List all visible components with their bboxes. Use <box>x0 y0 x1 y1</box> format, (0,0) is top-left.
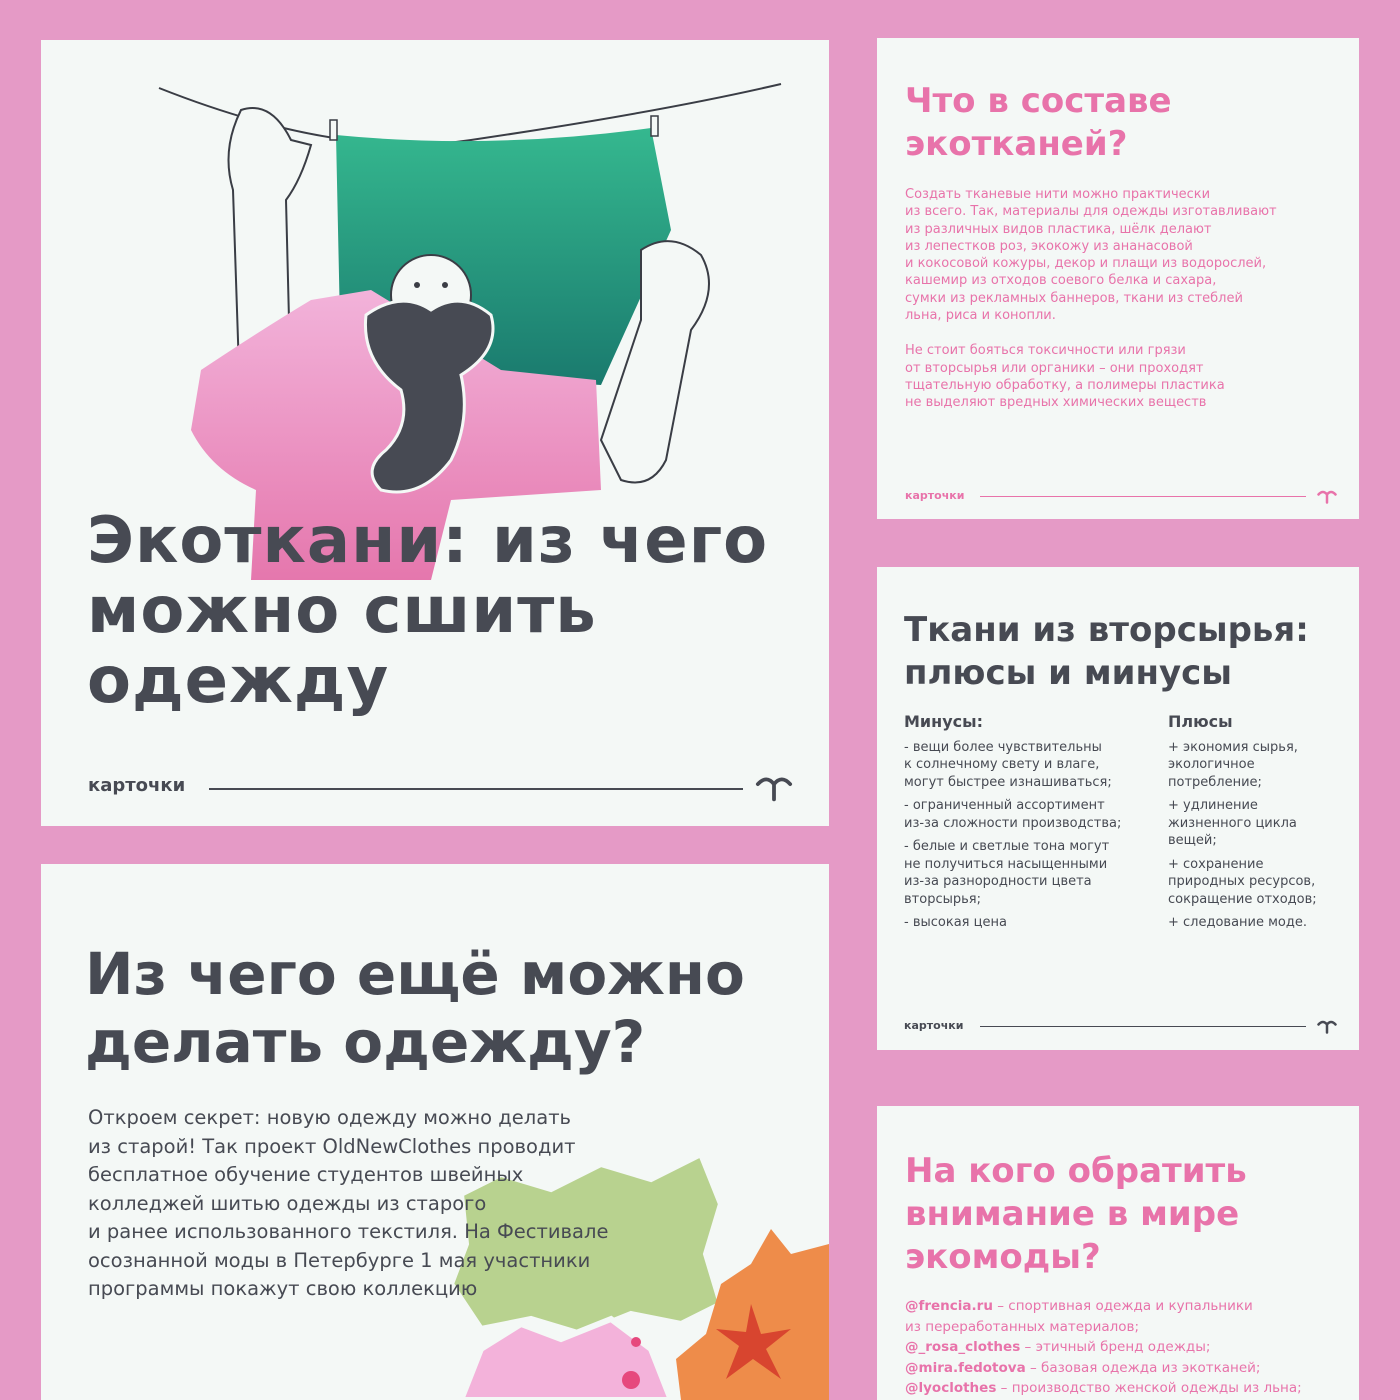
what-else-text: Откроем секрет: новую одежду можно делать из старой! Так проект OldNewClothes проводит бесплатное обучение студентов швейных колледжей шитью одежды из старого и ранее использованного текстиля. На Фестивале осознанной моды в Петербурге 1 мая участники программы покажут свою коллекцию <box>88 1106 609 1300</box>
brand-handle[interactable]: @frencia.ru <box>905 1298 993 1314</box>
footer-label: карточки <box>904 1019 964 1032</box>
minus-item: - белые и светлые тона могут не получиться насыщенными из-за разнородности цвета вторсырья; <box>904 839 1110 907</box>
brand-handle[interactable]: @_rosa_clothes <box>905 1339 1021 1355</box>
brand-item <box>905 1296 1302 1317</box>
footer-divider <box>980 496 1306 497</box>
composition-paragraph: Не стоит бояться токсичности или грязи от вторсырья или органики – они проходят тщательную обработку, а полимеры пластика не выделяют вредных химических веществ <box>905 343 1225 411</box>
recycled-title: Ткани из вторсырья: плюсы и минусы <box>904 610 1309 693</box>
what-else-card <box>41 864 829 1400</box>
footer-label: карточки <box>88 775 186 796</box>
brand-handle[interactable]: @lyoclothes <box>905 1380 997 1396</box>
plus-item: + экономия сырья, экологичное потребление; <box>1168 739 1298 790</box>
cover-title: Экоткани: из чего можно сшить одежду <box>87 504 769 718</box>
brands-list <box>905 1296 1302 1399</box>
brand-description: – спортивная одежда и купальники <box>992 1298 1253 1314</box>
cover-card <box>41 40 829 826</box>
composition-paragraph: Создать тканевые нити можно практически из всего. Так, материалы для одежды изготавливают из различных видов пластика, шёлк делают из лепестков роз, экокожу из ананасовой и кокосовой кожуры, декор и плащи из водорослей, кашемир из отходов соевого белка и сахара, сумки из рекламных баннеров, ткани из стеблей льна, риса и конопли. <box>905 187 1277 324</box>
composition-title: Что в составе экотканей? <box>905 81 1172 164</box>
plus-item: + сохранение природных ресурсов, сокращение отходов; <box>1168 856 1317 907</box>
minus-column <box>904 713 1154 938</box>
footer-divider <box>980 1026 1306 1027</box>
eco-brands-card <box>877 1106 1359 1400</box>
brand-item <box>905 1378 1302 1399</box>
minus-item: - ограниченный ассортимент из-за сложности производства; <box>904 798 1122 831</box>
brand-description: – производство женской одежды из льна; <box>996 1380 1302 1396</box>
brand-handle[interactable]: @mira.fedotova <box>905 1359 1026 1376</box>
minus-item: - вещи более чувствительны к солнечному свету и влаге, могут быстрее изнашиваться; <box>904 739 1112 790</box>
eco-brands-title: На кого обратить внимание в мире экомоды? <box>905 1151 1247 1277</box>
brand-logo-icon <box>755 772 793 802</box>
brand-description: из переработанных материалов; <box>905 1318 1140 1335</box>
minus-item: - высокая цена <box>904 915 1007 930</box>
plus-item: + удлинение жизненного цикла вещей; <box>1168 798 1297 848</box>
what-else-title: Из чего ещё можно делать одежду? <box>85 940 745 1076</box>
plus-heading: Плюсы <box>1168 712 1233 731</box>
brand-description: – этичный бренд одежды; <box>1020 1339 1211 1355</box>
recycled-fabrics-card <box>877 567 1359 1050</box>
minus-heading: Минусы: <box>904 712 983 731</box>
brand-logo-icon <box>1317 488 1337 504</box>
plus-column <box>1168 713 1348 938</box>
brand-item <box>905 1317 1302 1338</box>
brand-item <box>905 1337 1302 1358</box>
composition-card <box>877 38 1359 519</box>
brand-item <box>905 1358 1302 1379</box>
brand-description: – базовая одежда из экотканей; <box>1025 1359 1261 1376</box>
plus-item: + следование моде. <box>1168 915 1308 930</box>
footer-label: карточки <box>905 489 965 502</box>
footer-divider <box>209 788 743 790</box>
composition-text <box>905 186 1325 430</box>
brand-logo-icon <box>1317 1018 1337 1034</box>
